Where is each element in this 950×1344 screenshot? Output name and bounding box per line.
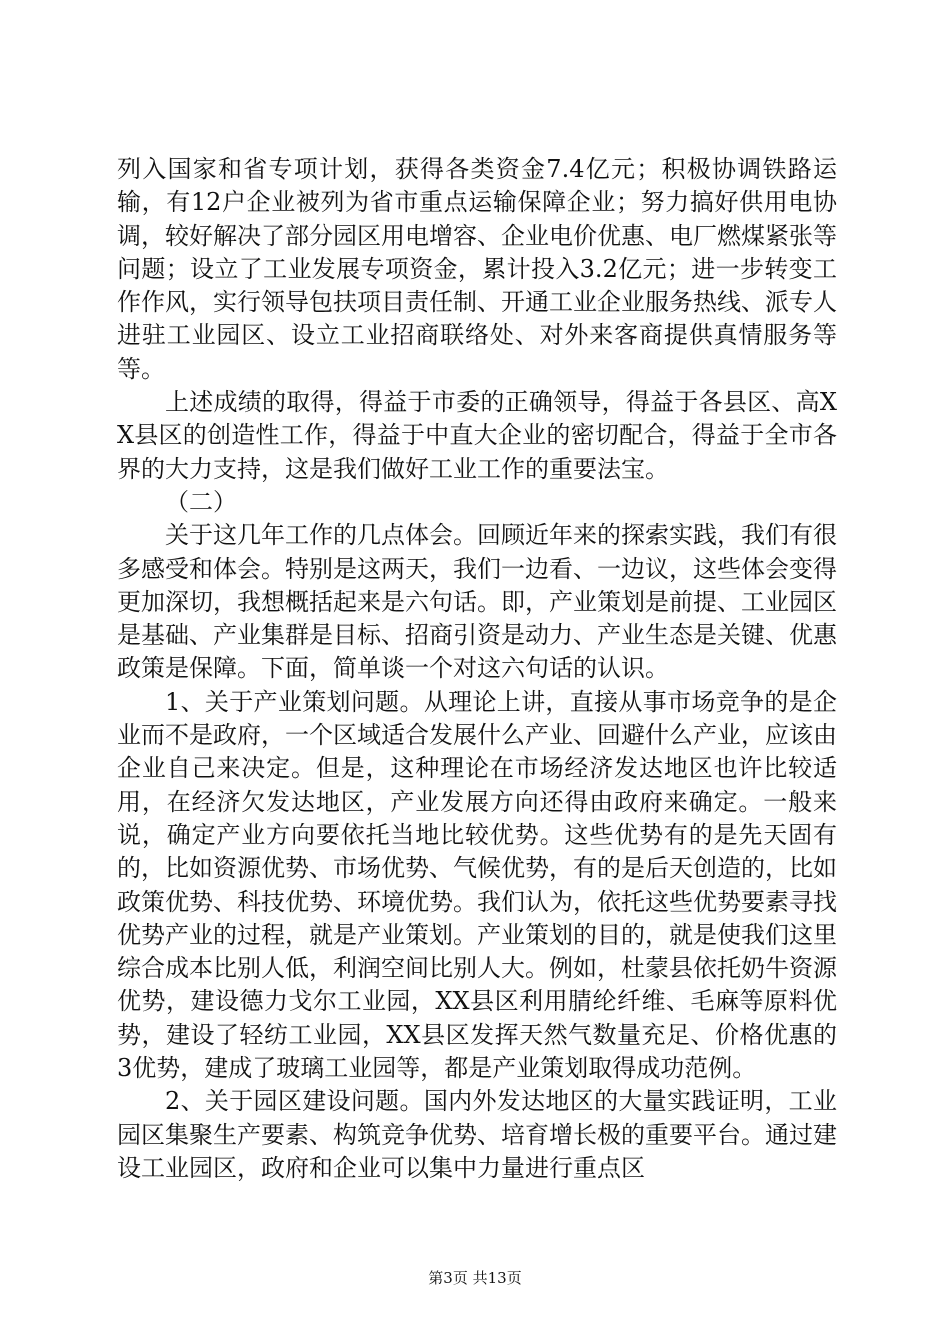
paragraph-funding-list: 列入国家和省专项计划，获得各类资金7.4亿元；积极协调铁路运输，有12户企业被列为省市重点运输保障企业；努力搞好供用电协调，较好解决了部分园区用电增容、企业电价优惠、电厂燃煤紧张等问题；设立了工业发展专项资金，累计投入3.2亿元；进一步转变工作作风，实行领导包扶项目责任制、开通工业企业服务热线、派专人进驻工业园区、设立工业招商联络处、对外来客商提供真情服务等等。 [117,155,837,383]
paragraph-experience: 关于这几年工作的几点体会。回顾近年来的探索实践，我们有很多感受和体会。特别是这两天，我们一边看、一边议，这些体会变得更加深切，我想概括起来是六句话。即，产业策划是前提、工业园区是基础、产业集群是目标、招商引资是动力、产业生态是关键、优惠政策是保障。下面，简单谈一个对这六句话的认识。 [117,521,837,683]
page-number-footer: 第3页 共13页 [428,1269,522,1287]
section-heading-two: （二） [165,487,237,516]
document-body [117,153,837,1185]
paragraph-park-construction: 2、关于园区建设问题。国内外发达地区的大量实践证明，工业园区集聚生产要素、构筑竞争优势、培育增长极的重要平台。通过建设工业园区，政府和企业可以集中力量进行重点区 [117,1087,837,1182]
paragraph-achievements: 上述成绩的取得，得益于市委的正确领导，得益于各县区、高XX县区的创造性工作，得益于中直大企业的密切配合，得益于全市各界的大力支持，这是我们做好工业工作的重要法宝。 [117,388,837,483]
paragraph-industry-planning: 1、关于产业策划问题。从理论上讲，直接从事市场竞争的是企业而不是政府，一个区域适合发展什么产业、回避什么产业，应该由企业自己来决定。但是，这种理论在市场经济发达地区也许比较适用，在经济欠发达地区，产业发展方向还得由政府来确定。一般来说，确定产业方向要依托当地比较优势。这些优势有的是先天固有的，比如资源优势、市场优势、气候优势，有的是后天创造的，比如政策优势、科技优势、环境优势。我们认为，依托这些优势要素寻找优势产业的过程，就是产业策划。产业策划的目的，就是使我们这里综合成本比别人低，利润空间比别人大。例如，杜蒙县依托奶牛资源优势，建设德力戈尔工业园，XX县区利用腈纶纤维、毛麻等原料优势，建设了轻纺工业园，XX县区发挥天然气数量充足、价格优惠的3优势，建成了玻璃工业园等，都是产业策划取得成功范例。 [117,687,837,1083]
